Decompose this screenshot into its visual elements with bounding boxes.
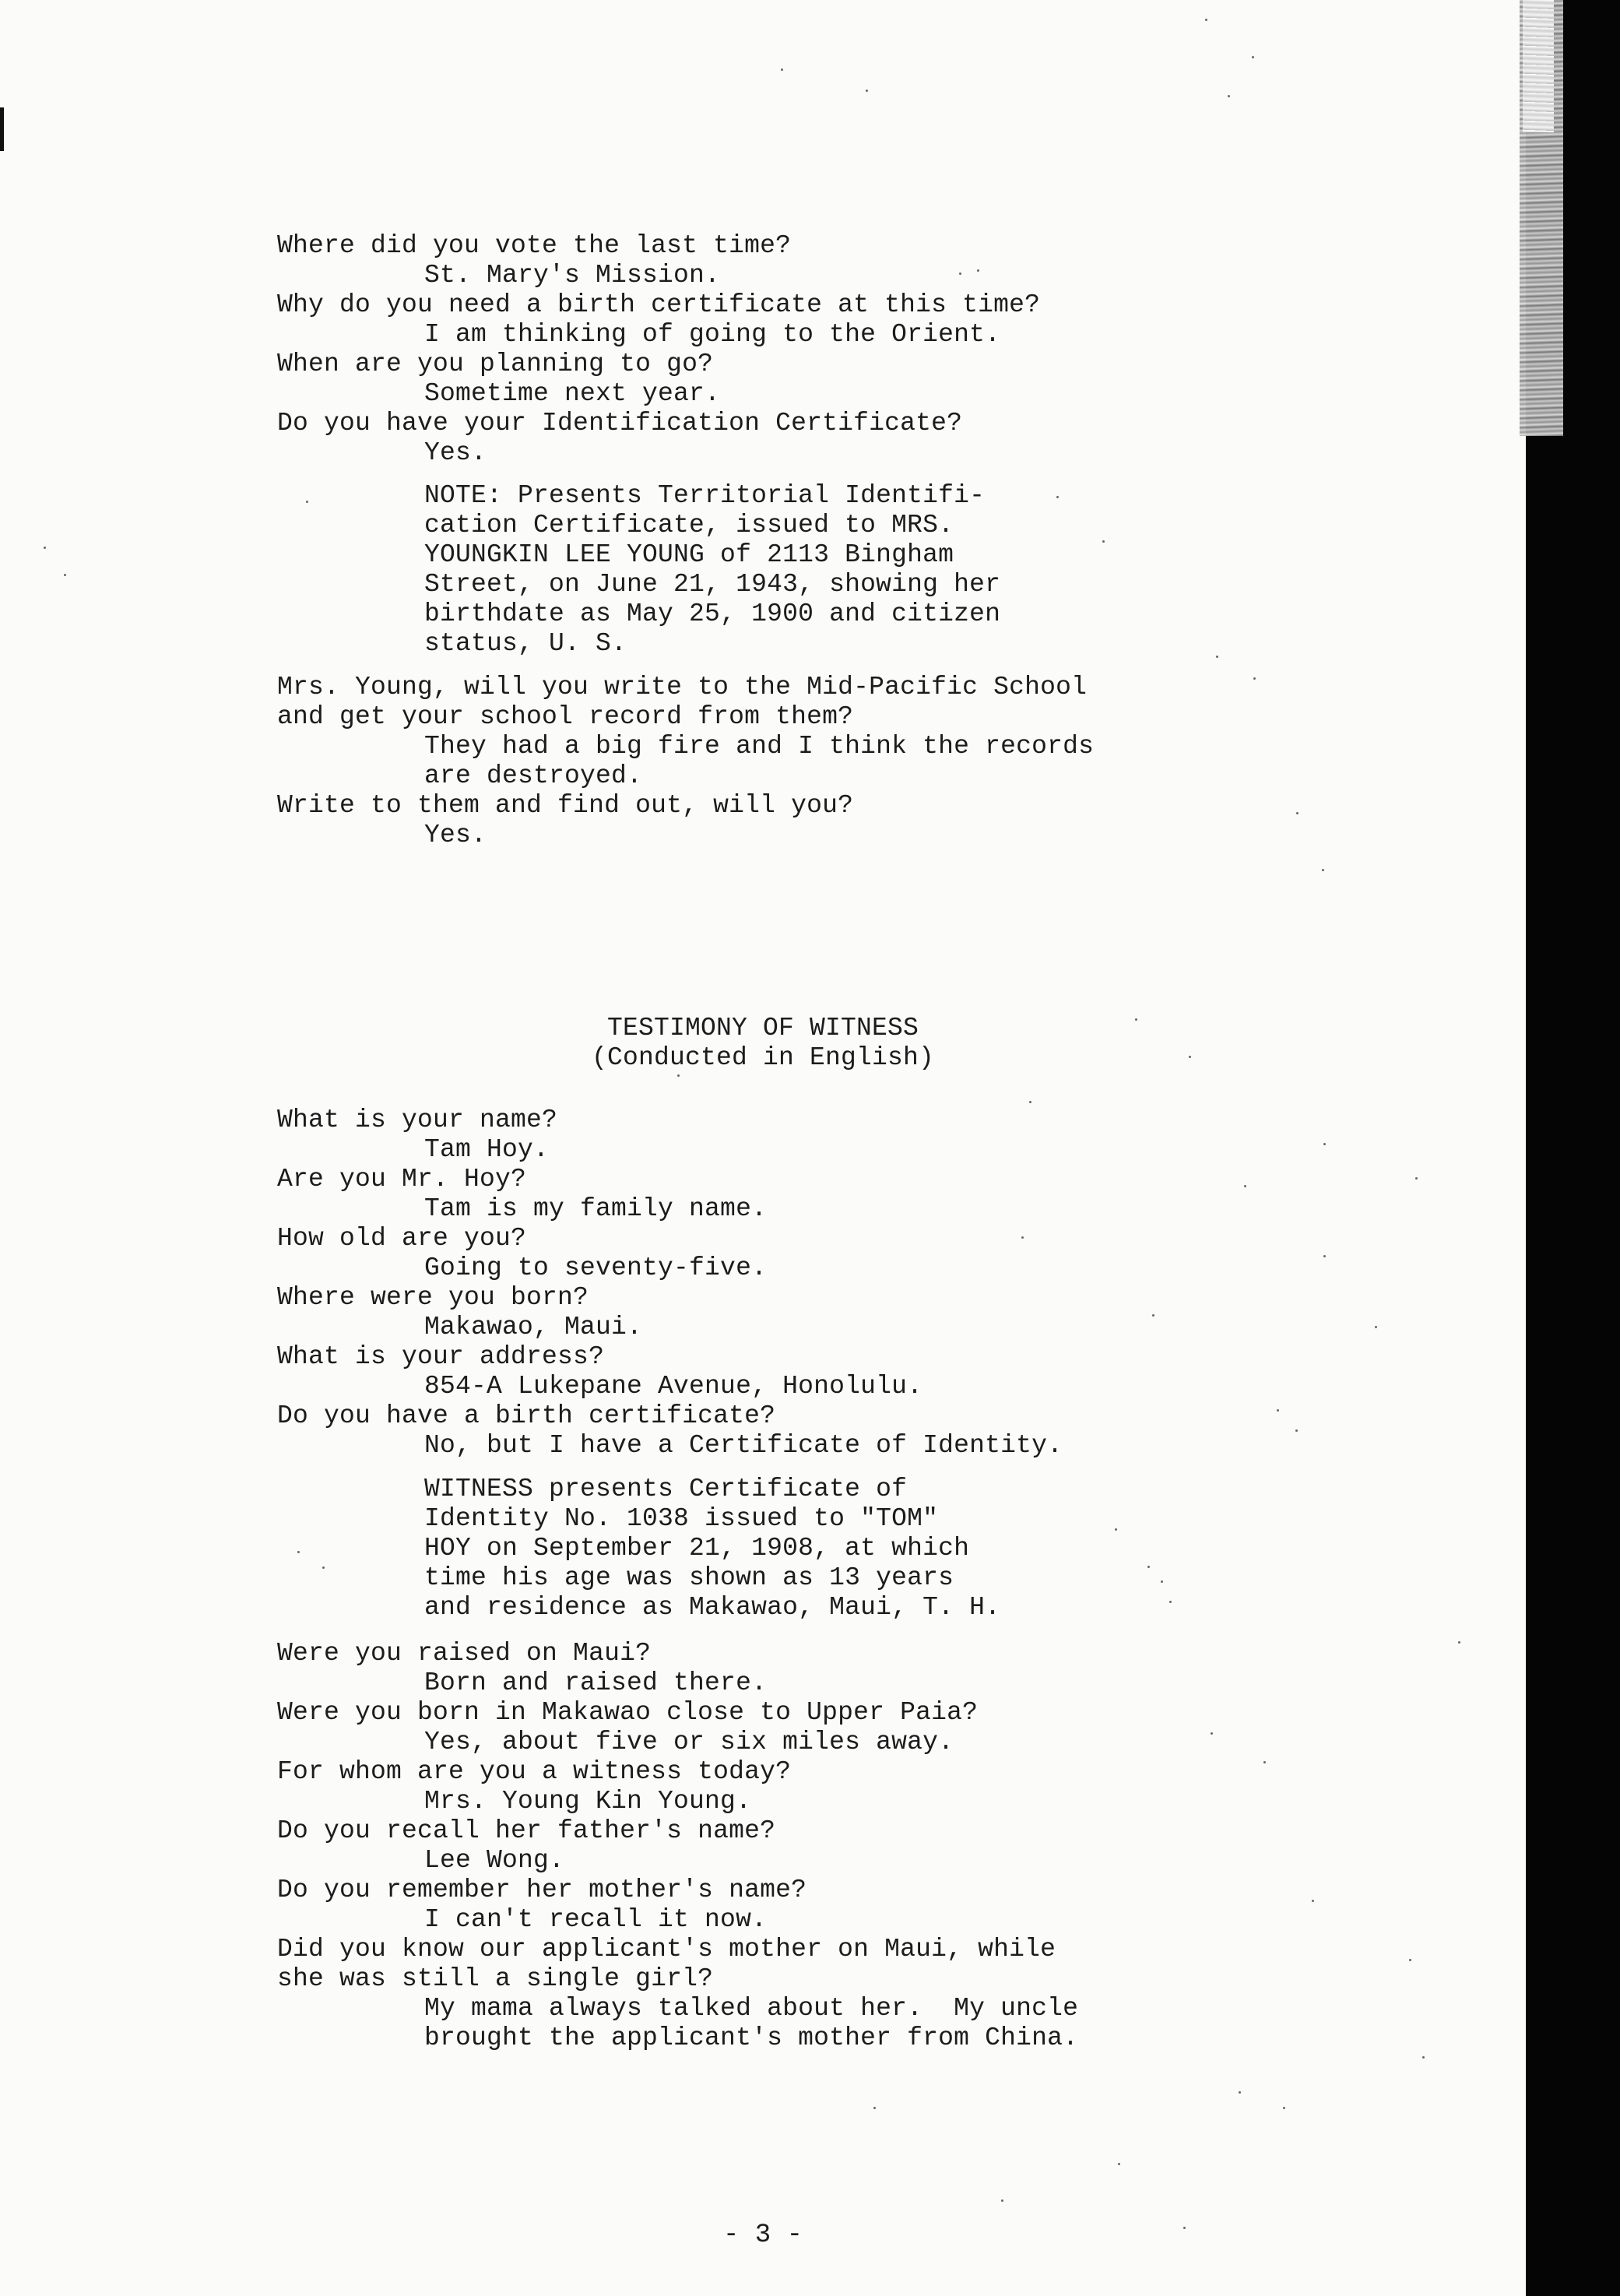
answer-line: Going to seventy-five. [424,1253,768,1282]
question-line: Why do you need a birth certificate at this time? [277,290,1041,319]
scan-speck [1169,1601,1172,1603]
answer-line: St. Mary's Mission. [424,261,721,290]
scan-speck [1135,1018,1137,1021]
answer-line: Mrs. Young Kin Young. [424,1787,752,1816]
page-number: - 3 - [722,2220,803,2250]
question-line: What is your address? [277,1342,605,1371]
answer-line: time his age was shown as 13 years [424,1563,954,1592]
scan-speck [1422,2056,1425,2059]
question-line: Do you have a birth certificate? [277,1401,776,1430]
scan-speck [1189,1056,1191,1058]
scan-speck [1409,1959,1411,1961]
question-line: Where were you born? [277,1283,589,1312]
scan-speck [1211,1732,1213,1735]
answer-line: Yes, about five or six miles away. [424,1728,954,1756]
scan-speck [1312,1900,1314,1902]
scan-speck [1323,1143,1326,1145]
answer-line: Makawao, Maui. [424,1313,643,1341]
scan-speck [1115,1528,1117,1531]
scan-speck [1161,1580,1163,1583]
scan-speck [1056,496,1059,498]
scan-speck [1244,1185,1246,1187]
scan-speck [1239,2091,1241,2094]
scan-speck [1118,2163,1120,2165]
scan-speck [1021,1236,1024,1239]
answer-line: HOY on September 21, 1908, at which [424,1534,970,1563]
answer-line: Street, on June 21, 1943, showing her [424,570,1001,599]
question-line: Did you know our applicant's mother on Maui, while [277,1935,1056,1964]
scan-speck [1295,1429,1298,1432]
answer-line: Identity No. 1038 issued to "TOM" [424,1504,939,1533]
scan-speck [1147,1566,1150,1568]
scan-speck [1253,677,1256,680]
answer-line: Born and raised there. [424,1668,768,1697]
question-line: Were you raised on Maui? [277,1639,652,1668]
scan-speck [322,1566,325,1569]
scan-speck [866,90,868,92]
question-line: Do you have your Identification Certificate? [277,409,963,438]
question-line: Were you born in Makawao close to Upper Paia? [277,1698,979,1727]
question-line: Write to them and find out, will you? [277,791,854,820]
answer-line: brought the applicant's mother from China. [424,2024,1079,2052]
scan-speck [1152,1314,1154,1317]
scan-speck [44,547,46,549]
answer-line: are destroyed. [424,761,643,790]
scan-speck [1205,19,1207,21]
scan-speck [1029,1101,1031,1103]
question-line: Mrs. Young, will you write to the Mid-Pacific School [277,673,1088,701]
answer-line: NOTE: Presents Territorial Identifi- [424,481,986,510]
question-line: When are you planning to go? [277,350,714,378]
scan-speck [977,269,979,272]
scan-edge-texture-top [1523,0,1554,132]
scan-margin-mark [0,107,4,151]
question-line: Do you recall her father's name? [277,1816,776,1845]
answer-line: birthdate as May 25, 1900 and citizen [424,599,1001,628]
question-line: How old are you? [277,1224,527,1253]
answer-line: status, U. S. [424,629,627,658]
answer-line: They had a big fire and I think the records [424,732,1095,761]
scan-speck [1283,2107,1285,2109]
answer-line: Lee Wong. [424,1846,565,1875]
scan-speck [677,1074,680,1077]
answer-line: cation Certificate, issued to MRS. [424,511,954,540]
scan-speck [1216,656,1218,658]
answer-line: Tam Hoy. [424,1135,550,1164]
answer-line: I can't recall it now. [424,1905,768,1934]
scan-speck [64,574,66,576]
scan-speck [1252,56,1254,58]
answer-line: 854-A Lukepane Avenue, Honolulu. [424,1372,923,1401]
scan-speck [959,272,961,275]
scan-speck [781,69,783,71]
answer-line: No, but I have a Certificate of Identity. [424,1431,1063,1460]
question-line: she was still a single girl? [277,1964,714,1993]
answer-line: My mama always talked about her. My uncle [424,1994,1079,2023]
scan-speck [1323,1255,1326,1257]
scan-speck [873,2107,876,2109]
answer-line: and residence as Makawao, Maui, T. H. [424,1593,1001,1622]
question-line: What is your name? [277,1106,558,1134]
scan-speck [1375,1326,1377,1328]
question-line: Where did you vote the last time? [277,231,792,260]
scan-speck [1415,1177,1418,1180]
question-line: For whom are you a witness today? [277,1757,792,1786]
question-line: and get your school record from them? [277,702,854,731]
answer-line: YOUNGKIN LEE YOUNG of 2113 Bingham [424,540,954,569]
answer-line: Sometime next year. [424,379,721,408]
scan-speck [1458,1641,1460,1644]
question-line: Do you remember her mother's name? [277,1876,807,1904]
scan-speck [1322,869,1324,871]
scan-speck [1263,1761,1266,1763]
answer-line: WITNESS presents Certificate of [424,1475,908,1503]
section-heading: TESTIMONY OF WITNESS [606,1014,919,1043]
question-line: Are you Mr. Hoy? [277,1165,527,1194]
answer-line: Yes. [424,438,487,467]
answer-line: I am thinking of going to the Orient. [424,320,1001,349]
scan-speck [1001,2199,1003,2202]
section-heading: (Conducted in English) [591,1043,935,1072]
scan-speck [1228,95,1230,97]
scan-speck [1102,540,1105,543]
scan-speck [306,501,308,503]
scan-speck [1277,1409,1279,1412]
answer-line: Yes. [424,821,487,849]
scan-speck [297,1551,300,1553]
scan-speck [1183,2227,1186,2229]
scan-speck [1296,812,1298,814]
answer-line: Tam is my family name. [424,1194,768,1223]
